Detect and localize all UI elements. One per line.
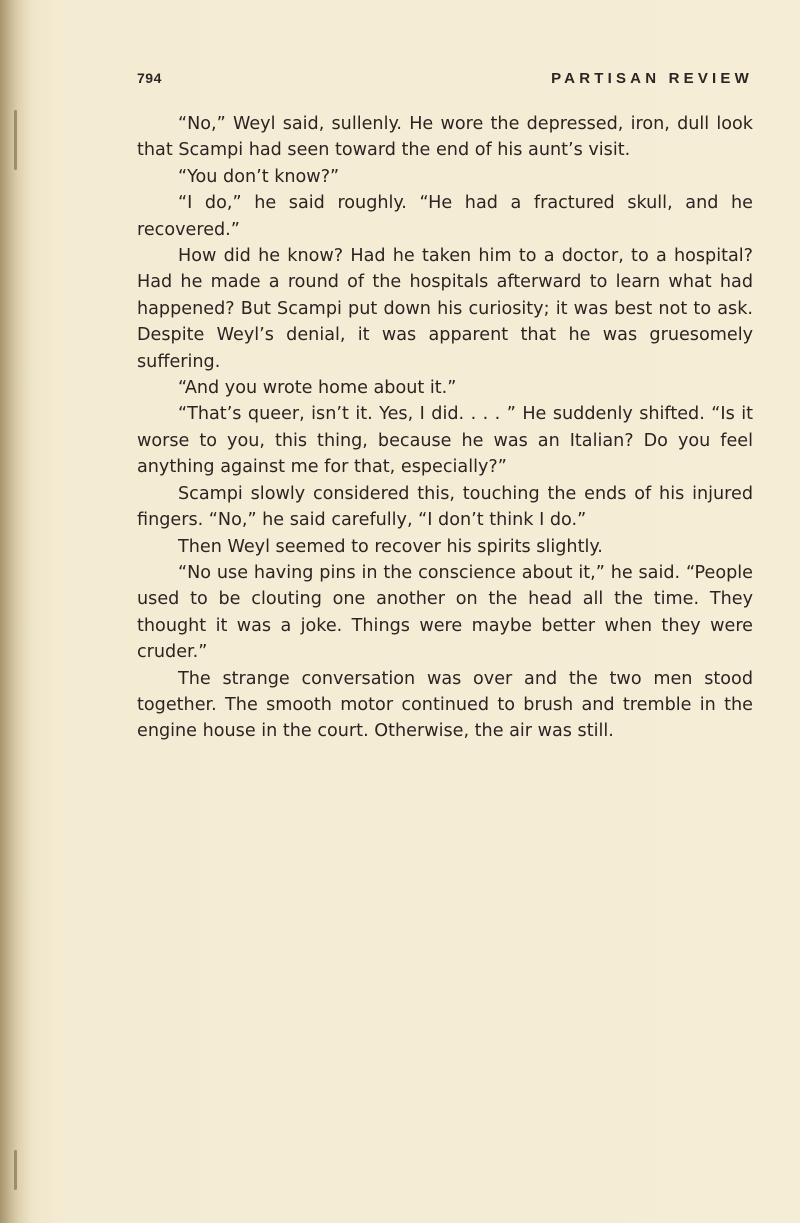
page-number: 794	[137, 70, 162, 86]
binding-mark-bottom	[14, 1150, 17, 1190]
paragraph: Then Weyl seemed to recover his spirits slightly.	[178, 536, 603, 557]
body-text	[137, 111, 753, 745]
paragraph: Scampi slowly considered this, touching the ends of his injured fingers. “No,” he said carefully, “I don’t think I do.”	[137, 483, 753, 531]
page-header	[137, 70, 753, 92]
paragraph: “That’s queer, isn’t it. Yes, I did. . . . ” He suddenly shifted. “Is it worse to you, this thing, because he was an Italian? Do you feel anything against me for that, especially?”	[137, 404, 753, 478]
binding-mark-top	[14, 110, 17, 170]
paragraph: “I do,” he said roughly. “He had a fractured skull, and he recovered.”	[137, 193, 753, 240]
paragraph: “And you wrote home about it.”	[178, 378, 457, 399]
running-head: PARTISAN REVIEW	[551, 70, 753, 87]
paragraph: “No use having pins in the conscience about it,” he said. “People used to be clouting one another on the head all the time. They thought it was a joke. Things were maybe better when they were cruder.”	[137, 562, 753, 663]
paragraph: How did he know? Had he taken him to a doctor, to a hospital? Had he made a round of the hospitals afterward to learn what had happened? But Scampi put down his curiosity; it was best not to ask. Despite Weyl’s denial, it was apparent that he was gruesomely suffering.	[137, 246, 753, 372]
paragraph: “You don’t know?”	[178, 166, 340, 187]
paragraph: “No,” Weyl said, sullenly. He wore the depressed, iron, dull look that Scampi had seen toward the end of his aunt’s visit.	[137, 114, 753, 161]
paragraph: The strange conversation was over and the two men stood together. The smooth motor continued to brush and tremble in the engine house in the court. Otherwise, the air was still.	[137, 668, 753, 742]
binding-shadow	[0, 0, 34, 1223]
